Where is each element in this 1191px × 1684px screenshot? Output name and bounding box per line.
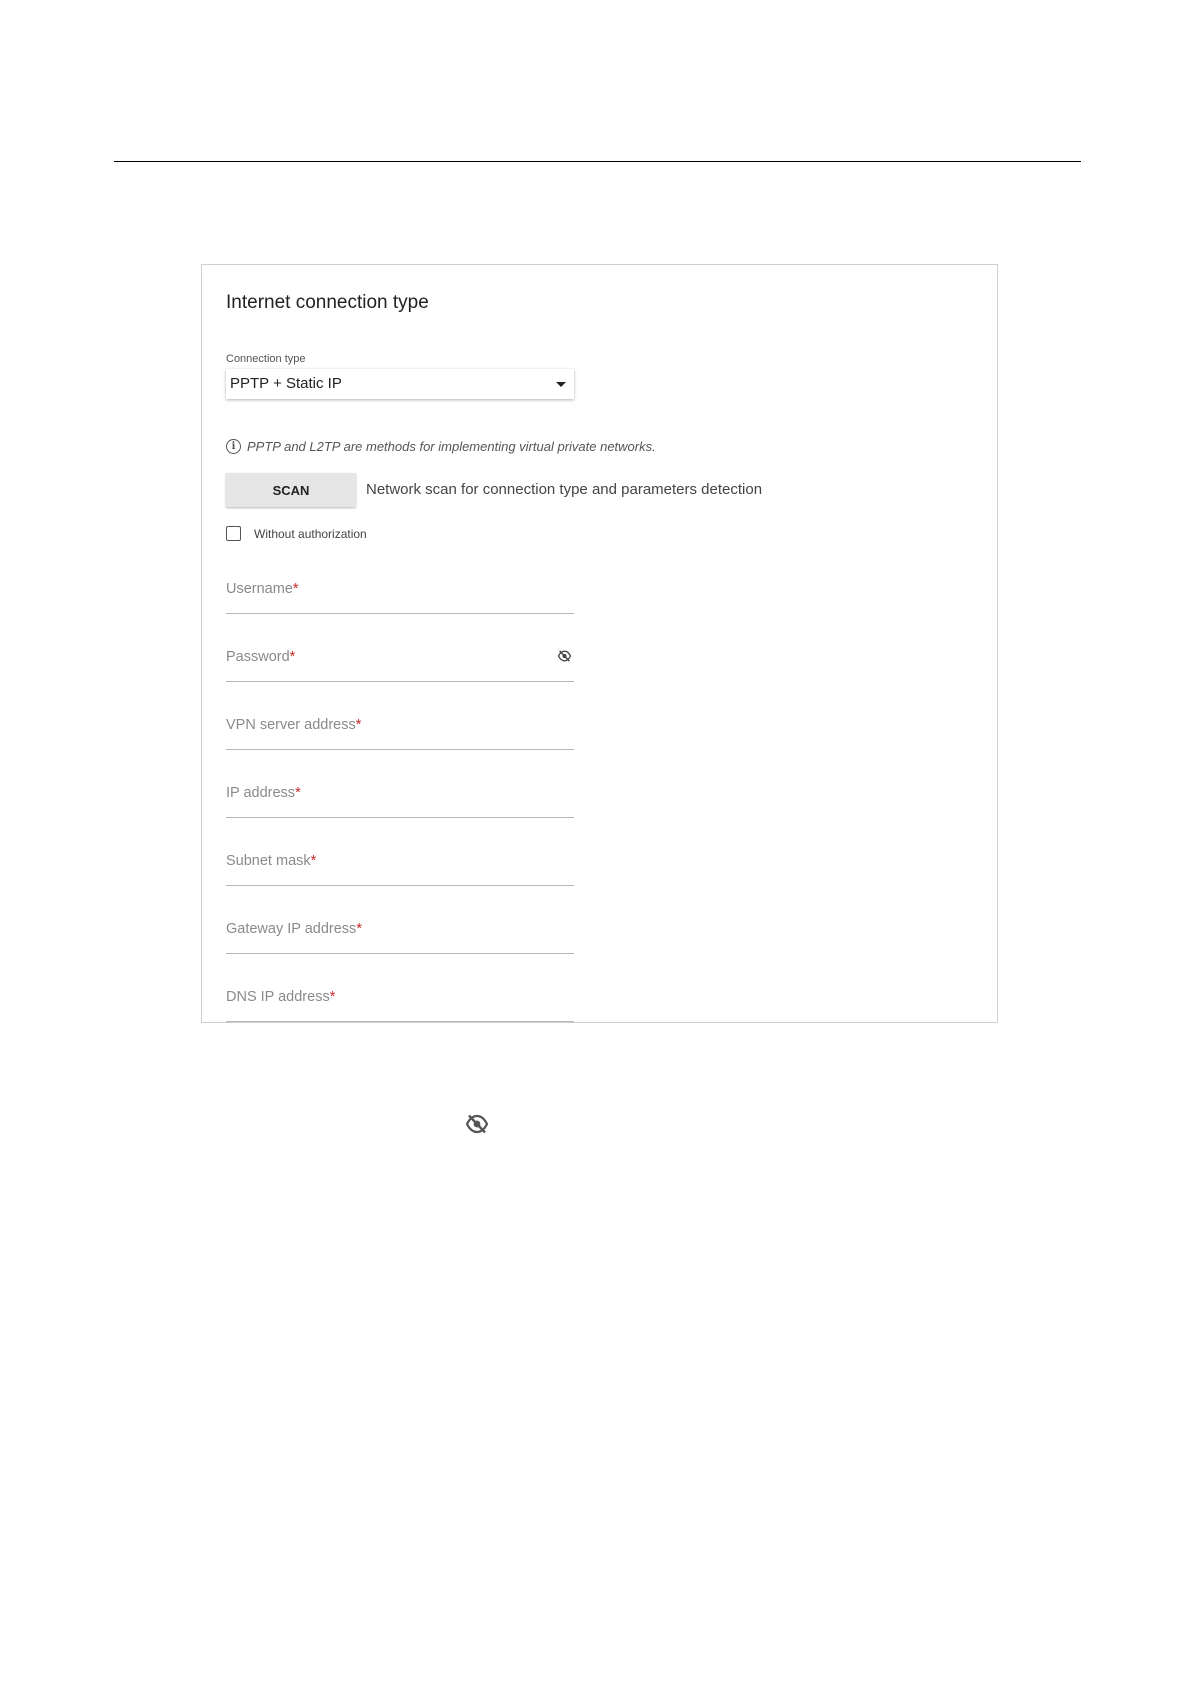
- connection-type-select[interactable]: [226, 369, 574, 399]
- vpn-server-field[interactable]: [226, 712, 574, 750]
- info-icon: i: [226, 439, 241, 454]
- field-underline: [226, 953, 574, 954]
- field-underline: [226, 749, 574, 750]
- gateway-ip-field[interactable]: [226, 916, 574, 954]
- info-note: [226, 439, 656, 454]
- internet-connection-panel: [201, 264, 998, 1023]
- field-underline: [226, 681, 574, 682]
- password-field[interactable]: [226, 644, 574, 682]
- username-label: Username: [226, 581, 293, 597]
- subnet-mask-field[interactable]: [226, 848, 574, 886]
- ip-address-label: IP address: [226, 785, 296, 801]
- field-underline: [226, 1021, 574, 1022]
- without-authorization-row[interactable]: [226, 526, 367, 541]
- field-underline: [226, 885, 574, 886]
- required-marker: *: [295, 785, 301, 801]
- dns-ip-label: DNS IP address: [226, 989, 330, 1005]
- username-field[interactable]: [226, 576, 574, 614]
- required-marker: *: [329, 989, 336, 1005]
- required-marker: *: [310, 853, 317, 869]
- caret-down-icon: [556, 382, 566, 387]
- header-rule: [114, 161, 1081, 162]
- field-underline: [226, 817, 574, 818]
- required-marker: *: [289, 649, 296, 665]
- eye-off-icon: [464, 1114, 490, 1134]
- subnet-mask-label: Subnet mask: [226, 853, 311, 869]
- without-authorization-checkbox[interactable]: [226, 526, 241, 541]
- panel-title: Internet connection type: [226, 292, 429, 313]
- vpn-server-label: VPN server address: [226, 717, 356, 733]
- connection-type-value: PPTP + Static IP: [230, 375, 342, 392]
- without-authorization-label: Without authorization: [254, 526, 367, 541]
- required-marker: *: [355, 717, 362, 733]
- scan-button[interactable]: SCAN: [226, 473, 356, 507]
- dns-ip-field[interactable]: [226, 984, 574, 1022]
- connection-type-label: Connection type: [226, 353, 306, 365]
- scan-description: Network scan for connection type and parameters detection: [366, 481, 763, 498]
- info-text: PPTP and L2TP are methods for implementing virtual private networks.: [247, 439, 656, 454]
- field-underline: [226, 613, 574, 614]
- eye-off-icon[interactable]: [557, 650, 572, 662]
- required-marker: *: [292, 581, 299, 597]
- required-marker: *: [356, 921, 362, 937]
- ip-address-field[interactable]: [226, 780, 574, 818]
- password-label: Password: [226, 649, 290, 665]
- gateway-ip-label: Gateway IP address: [226, 921, 357, 937]
